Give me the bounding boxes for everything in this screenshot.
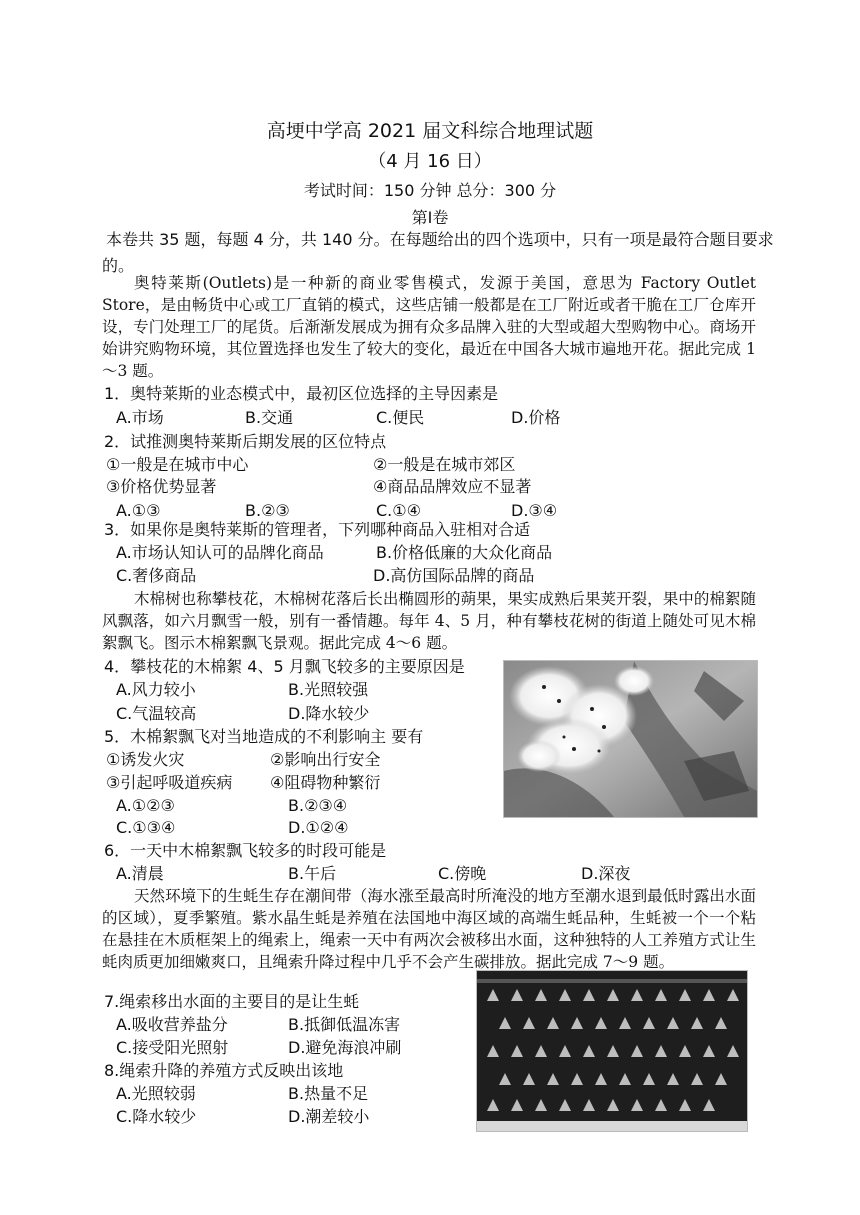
q7-option-c: C.接受阳光照射 [116,1038,229,1057]
question-8-stem: 8.绳索升降的养殖方式反映出该地 [104,1061,344,1080]
q2-statement-4: ④商品品牌效应不显著 [373,477,532,496]
q2-option-d: D.③④ [511,501,558,520]
section-title: 第Ⅰ卷 [411,208,449,227]
q1-option-d: D.价格 [511,408,561,427]
q3-option-b: B.价格低廉的大众化商品 [376,543,553,562]
q8-option-c: C.降水较少 [116,1107,197,1126]
q3-option-c: C.奢侈商品 [116,566,197,585]
q8-option-d: D.潮差较小 [288,1107,370,1126]
q5-statement-3: ③引起呼吸道疾病 [106,773,233,792]
q5-statement-1: ①诱发火灾 [106,750,185,769]
question-4-stem: 4．攀枝花的木棉絮 4、5 月飘飞较多的主要原因是 [104,657,465,676]
q6-option-b: B.午后 [288,864,337,883]
question-7-stem: 7.绳索移出水面的主要目的是让生蚝 [104,992,360,1011]
q1-option-c: C.便民 [376,408,425,427]
q6-option-c: C.傍晚 [438,864,487,883]
question-2-stem: 2．试推测奥特莱斯后期发展的区位特点 [104,432,387,451]
exam-info: 考试时间：150 分钟 总分：300 分 [303,181,557,200]
q2-option-a: A.①③ [116,501,161,520]
exam-title: 高埂中学高 2021 届文科综合地理试题 [266,120,594,142]
kapok-cotton-photo [503,660,758,818]
q4-option-b: B.光照较强 [288,680,369,699]
question-3-stem: 3．如果你是奥特莱斯的管理者，下列哪种商品入驻相对合适 [104,520,531,539]
q5-statement-2: ②影响出行安全 [270,750,381,769]
q5-option-a: A.①②③ [116,796,175,815]
question-5-stem: 5．木棉絮飘飞对当地造成的不利影响主 要有 [104,727,424,746]
q5-option-c: C.①③④ [116,818,176,837]
q2-statement-1: ①一般是在城市中心 [106,455,249,474]
q1-option-a: A.市场 [116,408,164,427]
q3-option-a: A.市场认知认可的品牌化商品 [116,543,324,562]
instructions: 本卷共 35 题，每题 4 分，共 140 分。在每题给出的四个选项中，只有一项是最符合题目要求的。 [102,230,774,275]
q7-option-a: A.吸收营养盐分 [116,1015,228,1034]
q4-option-d: D.降水较少 [288,704,370,723]
q6-option-d: D.深夜 [581,864,631,883]
passage-kapok: 木棉树也称攀枝花，木棉树花落后长出椭圆形的蒴果，果实成熟后果荚开裂，果中的棉絮随风飘落，如六月飘雪一般，别有一番情趣。每年 4、5 月，种有攀枝花树的街道上随处可见木棉絮飘飞。图示木棉絮飘飞景观。据此完成 4～6 题。 [102,590,756,652]
passage-oyster: 天然环境下的生蚝生存在潮间带（海水涨至最高时所淹没的地方至潮水退到最低时露出水面的区域），夏季繁殖。紫水晶生蚝是养殖在法国地中海区域的高端生蚝品种，生蚝被一个一个粘在悬挂在木质框架上的绳索上，绳索一天中有两次会被移出水面，这种独特的人工养殖方式让生蚝肉质更加细嫩爽口，且绳索升降过程中几乎不会产生碳排放。据此完成 7～9 题。 [102,887,756,971]
q8-option-b: B.热量不足 [288,1084,369,1103]
q4-option-c: C.气温较高 [116,704,197,723]
q1-option-b: B.交通 [245,408,294,427]
q2-option-c: C.①④ [376,501,421,520]
q5-option-d: D.①②④ [288,818,349,837]
q2-statement-2: ②一般是在城市郊区 [373,455,516,474]
q4-option-a: A.风力较小 [116,680,196,699]
q5-statement-4: ④阻碍物种繁衍 [270,773,381,792]
q5-option-b: B.②③④ [288,796,348,815]
q7-option-b: B.抵御低温冻害 [288,1015,401,1034]
exam-date: （4 月 16 日） [368,151,492,172]
question-6-stem: 6．一天中木棉絮飘飞较多的时段可能是 [104,841,387,860]
q2-option-b: B.②③ [245,501,290,520]
q7-option-d: D.避免海浪冲刷 [288,1038,402,1057]
q3-option-d: D.高仿国际品牌的商品 [373,566,535,585]
q2-statement-3: ③价格优势显著 [106,477,217,496]
q8-option-a: A.光照较弱 [116,1084,196,1103]
oyster-farm-photo [476,970,748,1132]
passage-outlets: 奥特莱斯(Outlets)是一种新的商业零售模式，发源于美国，意思为 Factory Outlet Store，是由畅货中心或工厂直销的模式，这些店铺一般都是在工厂附近或者干脆在工厂仓库开设，专门处理工厂的尾货。后渐渐发展成为拥有众多品牌入驻的大型或超大型购物中心。商场开始讲究购物环境，其位置选择也发生了较大的变化，最近在中国各大城市遍地开花。据此完成 1～3 题。 [102,274,756,380]
question-1-stem: 1．奥特莱斯的业态模式中，最初区位选择的主导因素是 [104,384,499,403]
q6-option-a: A.清晨 [116,864,164,883]
